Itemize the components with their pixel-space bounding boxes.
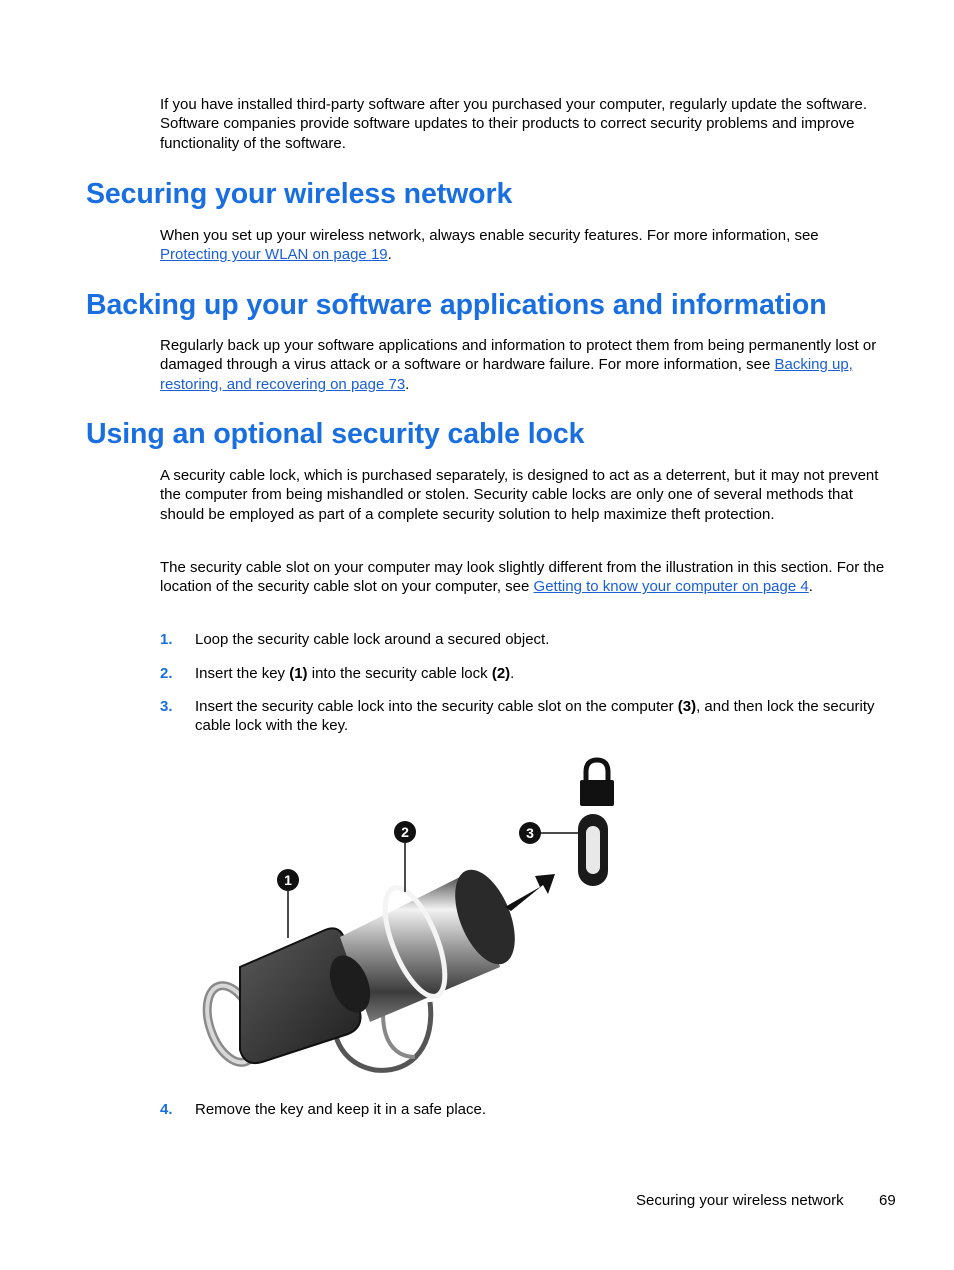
wireless-paragraph — [160, 226, 885, 265]
footer-page-number: 69 — [879, 1192, 896, 1209]
step-number: 1. — [160, 631, 173, 648]
footer-section-title: Securing your wireless network — [636, 1192, 844, 1209]
link-protecting-wlan[interactable]: Protecting your WLAN on page 19 — [160, 246, 388, 264]
intro-paragraph: If you have installed third-party software after you purchased your computer, regularly update the software. Software companies provide software updates to their products to correct security problems and improve functionality of the software. — [160, 96, 868, 152]
step-text-part: into the security cable lock — [307, 665, 492, 682]
heading-backing-up: Backing up your software applications and information — [86, 289, 827, 321]
step-3 — [160, 697, 885, 736]
step-number: 4. — [160, 1101, 173, 1118]
step-text: Remove the key and keep it in a safe place. — [195, 1101, 487, 1118]
backup-text: Regularly back up your software applications and information to protect them from being permanently lost or damaged through a virus attack or a software or hardware failure. For more information, see — [160, 337, 877, 374]
cable-lock-period: . — [808, 578, 813, 596]
wireless-text: When you set up your wireless network, always enable security features. For more information, see — [160, 227, 819, 244]
arrow-icon — [505, 874, 555, 911]
backup-period: . — [405, 375, 410, 393]
cable-lock-illustration — [200, 752, 620, 1082]
backup-paragraph — [160, 336, 885, 394]
link-backing-up[interactable]: Backing up, restoring, and recovering on page 73 — [160, 356, 853, 393]
callout-3-label: 3 — [526, 825, 534, 841]
step-number: 2. — [160, 665, 173, 682]
callout-2-label: 2 — [401, 824, 409, 840]
step-text: Loop the security cable lock around a secured object. — [195, 631, 550, 648]
heading-cable-lock: Using an optional security cable lock — [86, 418, 585, 450]
heading-securing-wireless: Securing your wireless network — [86, 178, 513, 210]
cable-lock-paragraph-1: A security cable lock, which is purchased separately, is designed to act as a deterrent, but it may not prevent the computer from being mishandled or stolen. Security cable locks are only one of several methods that should be employed as part of a complete security solution to help maximize theft protection. — [160, 467, 879, 523]
cable-lock-paragraph-2 — [160, 558, 890, 597]
step-2 — [160, 664, 885, 683]
step-text-part: , and then lock the security cable lock with the key. — [195, 698, 875, 735]
step-4 — [160, 1100, 885, 1119]
callout-1-label: 1 — [284, 872, 292, 888]
step-text-part: Insert the key — [195, 665, 290, 682]
step-text-part: Insert the security cable lock into the security cable slot on the computer — [195, 698, 678, 715]
step-text — [195, 664, 885, 683]
link-getting-to-know[interactable]: Getting to know your computer on page 4 — [533, 578, 809, 596]
callout-ref: (3) — [677, 698, 697, 715]
step-1 — [160, 630, 885, 649]
step-text-part: . — [510, 665, 515, 682]
padlock-icon — [580, 760, 614, 806]
wireless-period: . — [387, 246, 392, 264]
step-text — [195, 697, 885, 736]
callout-ref: (1) — [289, 665, 308, 682]
cable-lock-text: The security cable slot on your computer may look slightly different from the illustration in this section. For the location of the security cable slot on your computer, see — [160, 559, 885, 596]
step-number: 3. — [160, 698, 173, 715]
callout-ref: (2) — [491, 665, 511, 682]
